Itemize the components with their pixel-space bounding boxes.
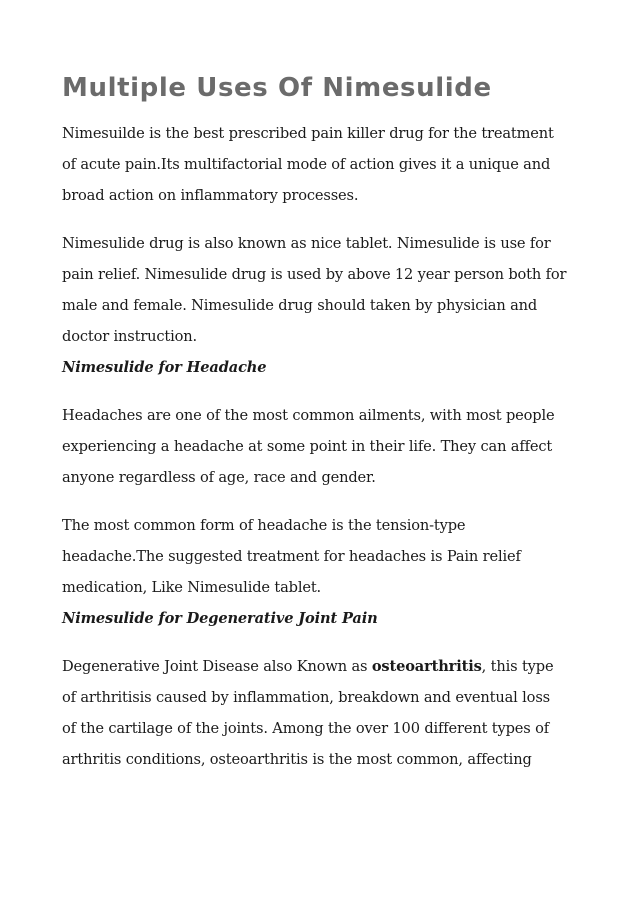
intro-paragraph: [62, 118, 582, 211]
headache-paragraph-2: [62, 510, 582, 603]
text-segment: Degenerative Joint Disease also Known as: [62, 658, 372, 675]
text-line: [62, 651, 582, 682]
text-line: male and female. Nimesulide drug should taken by physician and: [62, 297, 538, 314]
text-line: headache.The suggested treatment for headaches is Pain relief: [62, 548, 521, 565]
joint-pain-heading: Nimesulide for Degenerative Joint Pain: [62, 610, 378, 627]
headache-paragraph-1: [62, 400, 582, 493]
headache-heading: Nimesulide for Headache: [62, 359, 267, 376]
text-line: Nimesulide drug is also known as nice tablet. Nimesulide is use for: [62, 235, 551, 252]
text-line: of the cartilage of the joints. Among the over 100 different types of: [62, 720, 549, 737]
text-line: Nimesuilde is the best prescribed pain killer drug for the treatment: [62, 125, 554, 142]
text-line: anyone regardless of age, race and gender.: [62, 469, 376, 486]
text-line: pain relief. Nimesulide drug is used by above 12 year person both for: [62, 266, 567, 283]
text-line: of arthritisis caused by inflammation, breakdown and eventual loss: [62, 689, 550, 706]
page-title: Multiple Uses Of Nimesulide: [62, 73, 492, 103]
joint-pain-paragraph: [62, 651, 582, 775]
document-page: [62, 68, 582, 775]
text-line: experiencing a headache at some point in their life. They can affect: [62, 438, 553, 455]
text-line: Headaches are one of the most common ailments, with most people: [62, 407, 555, 424]
text-line: The most common form of headache is the tension-type: [62, 517, 466, 534]
text-line: arthritis conditions, osteoarthritis is the most common, affecting: [62, 751, 532, 768]
text-line: broad action on inflammatory processes.: [62, 187, 359, 204]
about-paragraph: [62, 228, 582, 352]
text-line: of acute pain.Its multifactorial mode of action gives it a unique and: [62, 156, 551, 173]
text-segment: , this type: [481, 658, 554, 675]
osteoarthritis-term: osteoarthritis: [371, 658, 482, 675]
text-line: medication, Like Nimesulide tablet.: [62, 579, 322, 596]
text-line: doctor instruction.: [62, 328, 198, 345]
